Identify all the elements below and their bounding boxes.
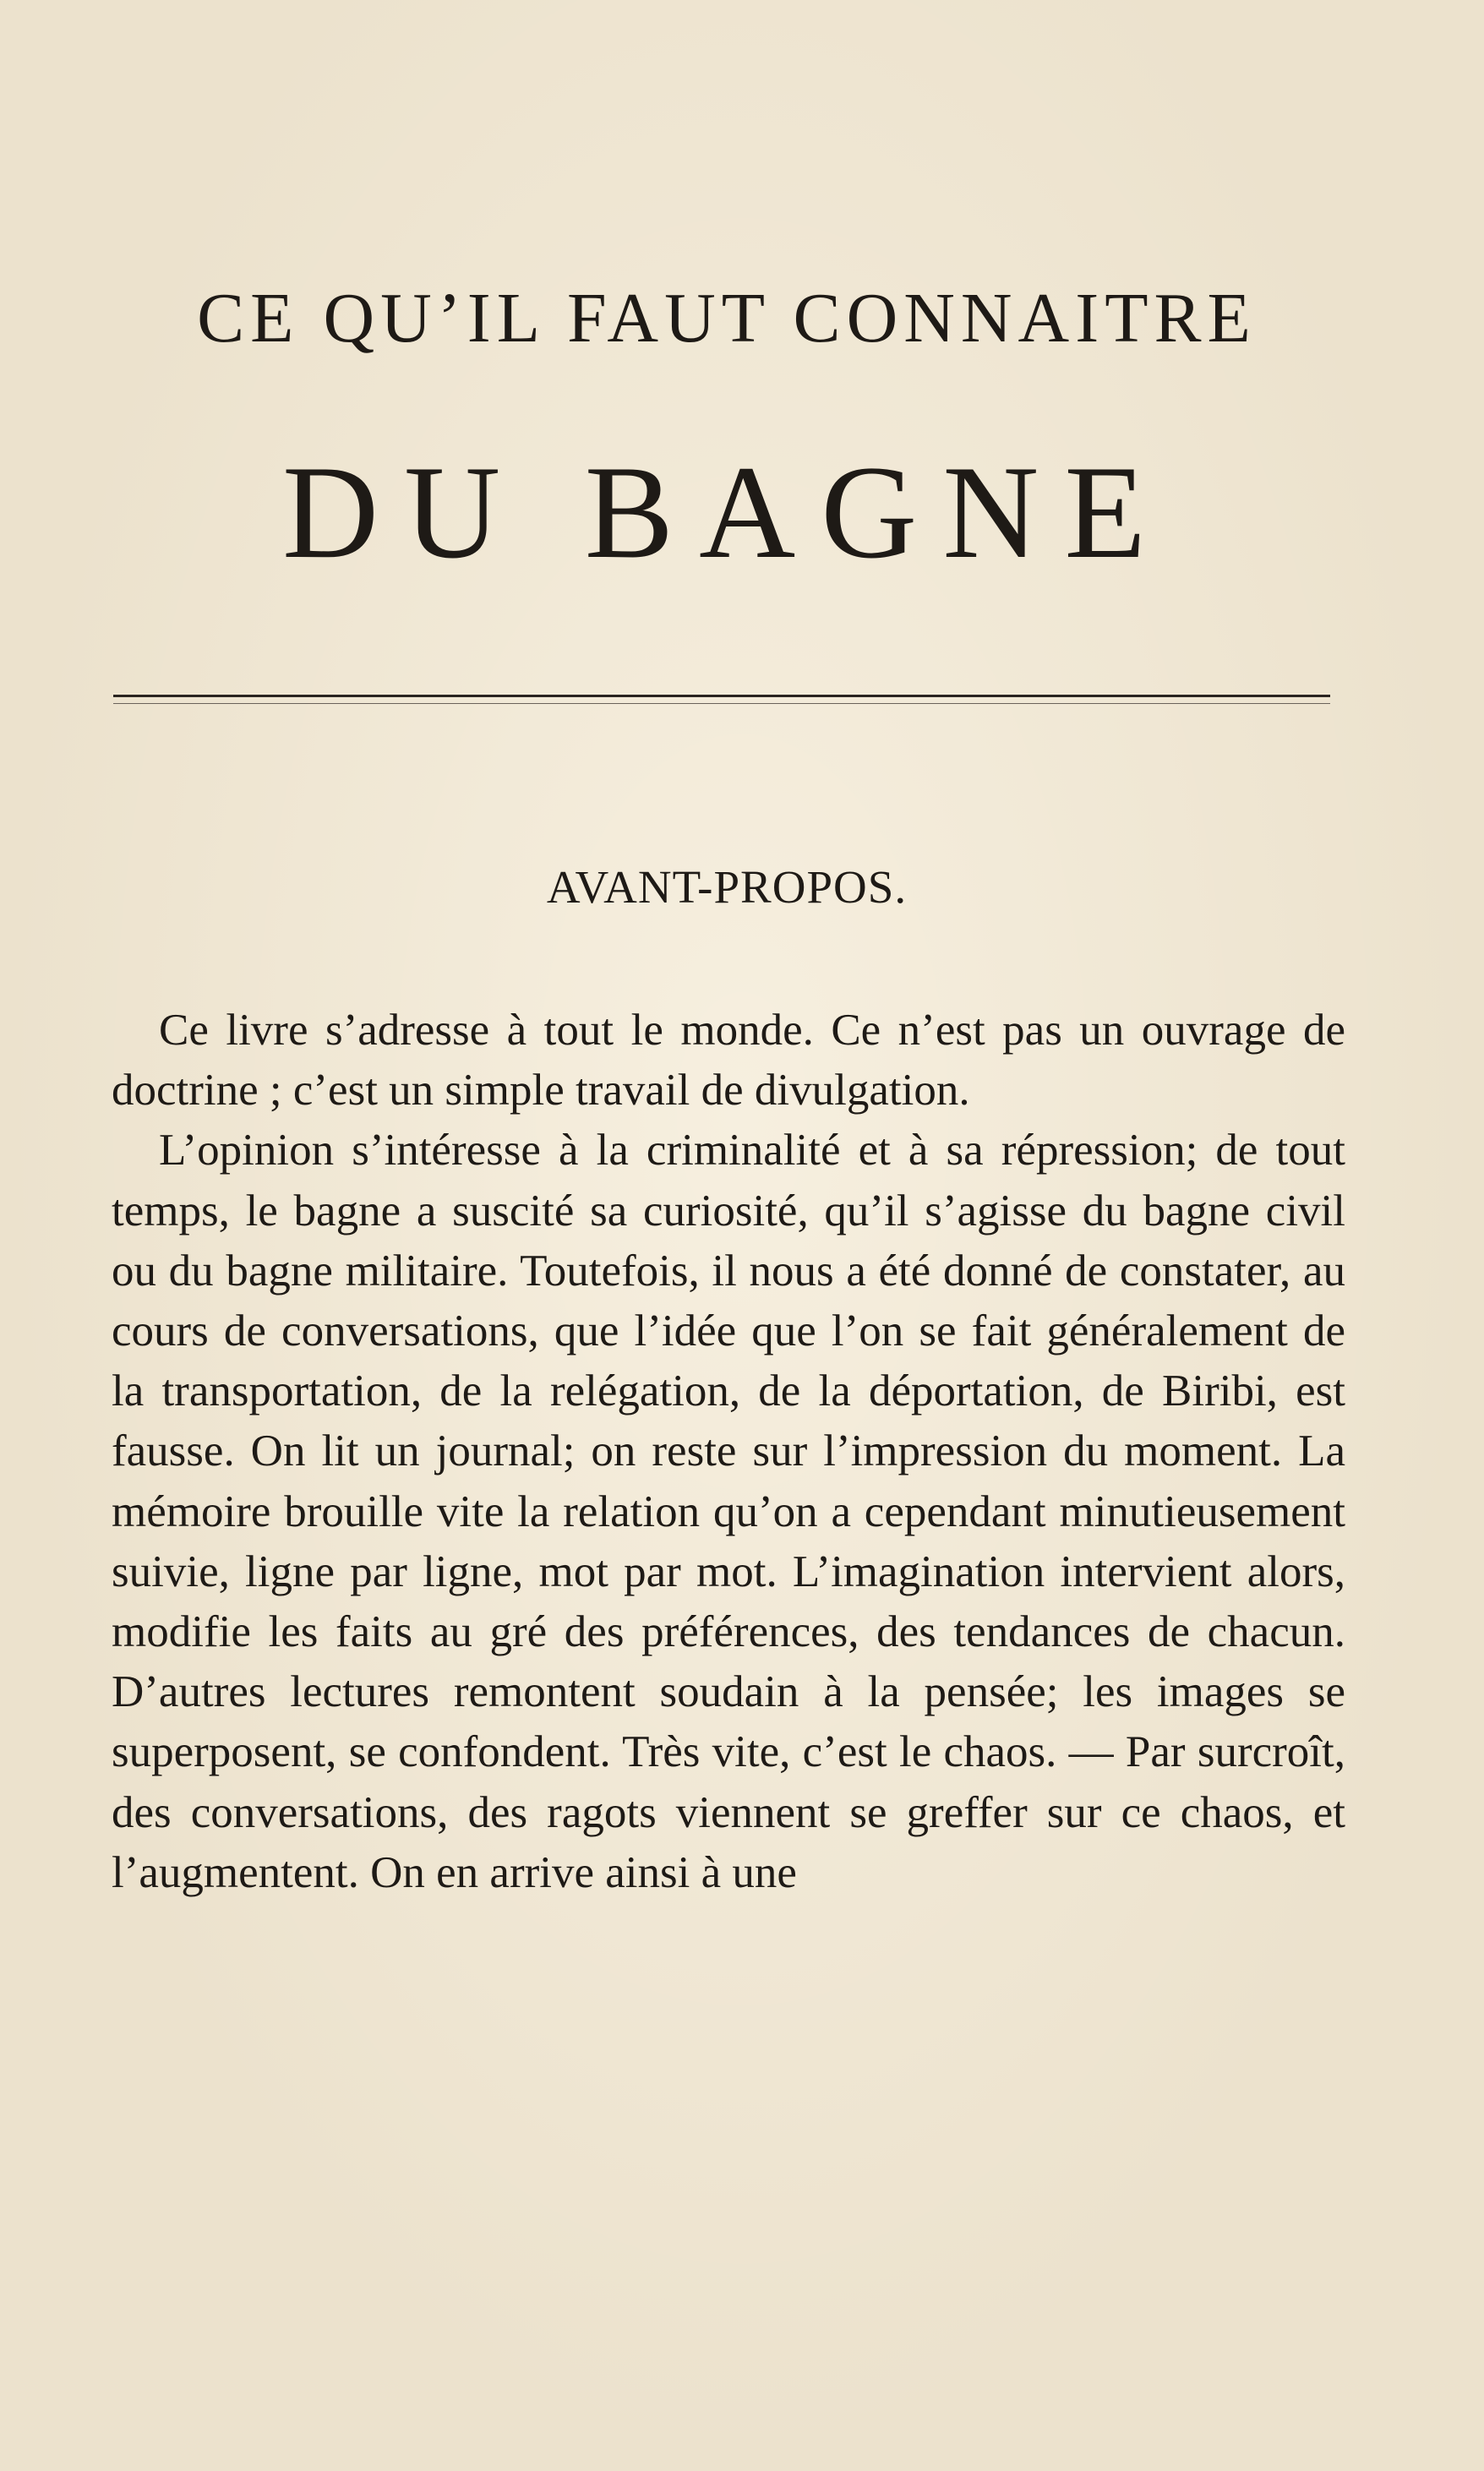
body-text: [112, 1001, 1345, 1903]
paragraph-1: Ce livre s’adresse à tout le monde. Ce n’est pas un ouvrage de doctrine ; c’est un simple travail de divulgation.: [112, 1006, 1345, 1115]
title-rule-thin: [113, 703, 1330, 704]
paragraph-2: L’opinion s’intéresse à la criminalité et à sa répression; de tout temps, le bagne a suscité sa curiosité, qu’il s’agisse du bagne civil ou du bagne militaire. Toutefois, il nous a été donné de constater, au cours de conversations, que l’idée que l’on se fait généralement de la transportation, de la relégation, de la déportation, de Biribi, est fausse. On lit un journal; on reste sur l’impression du moment. La mémoire brouille vite la relation qu’on a cependant minutieusement suivie, ligne par ligne, mot par mot. L’imagination intervient alors, modifie les faits au gré des préférences, des tendances de chacun. D’autres lectures remontent soudain à la pensée; les images se superposent, se confondent. Très vite, c’est le chaos. — Par surcroît, des conversations, des ragots viennent se greffer sur ce chaos, et l’augmentent. On en arrive ainsi à une: [112, 1126, 1345, 1897]
title-rule: [113, 695, 1330, 697]
title-line-1: CE QU’IL FAUT CONNAITRE: [197, 279, 1257, 357]
title-line-2: DU BAGNE: [282, 439, 1171, 586]
section-heading: AVANT-PROPOS.: [546, 861, 908, 913]
